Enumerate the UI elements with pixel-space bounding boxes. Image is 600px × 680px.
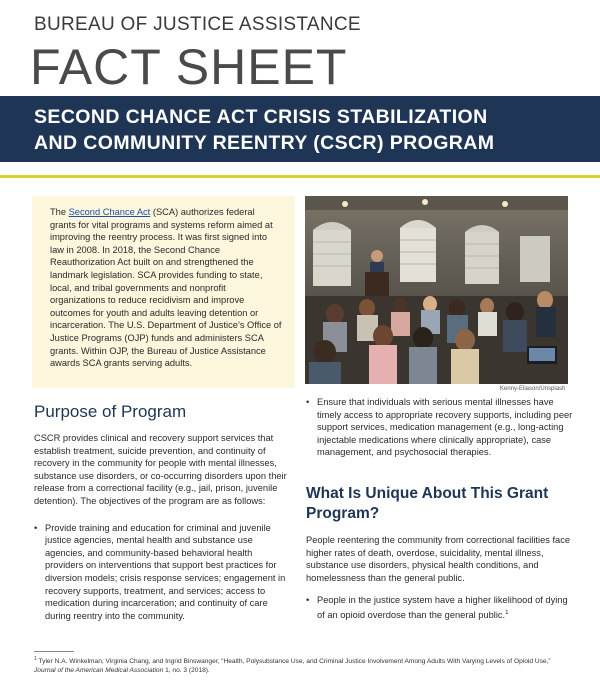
footnote-text-post: 1, no. 3 (2018).	[163, 667, 210, 675]
purpose-bullet-1: • Provide training and education for criminal and juvenile justice agencies, mental health and substance use agencies, and community-based behavioral health providers on interventions that support best practices for diversion models; crisis response services; engagement in recovery supports, treatment, and services; access to medication during incarceration; and continuity of care during reentry into the community.	[34, 522, 292, 623]
unique-column	[306, 534, 574, 622]
second-chance-act-link[interactable]: Second Chance Act	[68, 207, 151, 217]
doc-type-heading: FACT SHEET	[30, 39, 348, 95]
unique-heading: What Is Unique About This Grant Program?	[306, 485, 549, 522]
intro-callout	[32, 196, 295, 388]
footnote-journal: Journal of the American Medical Association	[34, 667, 164, 675]
meeting-photo	[305, 196, 568, 384]
purpose-column	[34, 432, 292, 622]
title-line-1: SECOND CHANCE ACT CRISIS STABILIZATION	[34, 106, 488, 128]
title-band	[0, 96, 600, 162]
photo-credit: Kenny-Eliason/Unsplash	[500, 386, 566, 392]
meeting-photo-illustration	[305, 196, 568, 384]
footnote-text-pre: Tyler N.A. Winkelman, Virginia Chang, and Ingrid Binswanger, “Health, Polysubstance Use, and Criminal Justice Involvement Among Adults With Varying Levels of Opioid Use,”	[36, 658, 551, 666]
footnote-marker: 1	[34, 656, 37, 662]
title-line-2: AND COMMUNITY REENTRY (CSCR) PROGRAM	[34, 132, 495, 154]
purpose-bullet-2: • Ensure that individuals with serious mental illnesses have timely access to appropriate recovery supports, including peer support services, medication management (e.g., long-acting injectable medications where clinically appropriate), case management, and psychosocial therapies.	[306, 396, 574, 459]
unique-body: People reentering the community from correctional facilities face higher rates of death, overdose, suicidality, mental illness, substance use disorders, physical health conditions, and homelessness than the general public.	[306, 535, 571, 583]
purpose-column-continued	[306, 396, 574, 459]
footnote-reference: 1	[505, 609, 509, 616]
unique-bullet-1-text: People in the justice system have a higher likelihood of dying of an opioid overdose than the general public.	[317, 595, 568, 621]
divider-rule	[0, 175, 600, 178]
intro-text-pre: The	[50, 207, 69, 217]
unique-bullet-1	[306, 594, 574, 621]
footnote-rule	[34, 651, 74, 652]
footnote	[34, 655, 574, 675]
agency-name: BUREAU OF JUSTICE ASSISTANCE	[34, 14, 361, 35]
intro-text-post: (SCA) authorizes federal grants for vital programs and systems reform aimed at improving the reentry process. It was first signed into law in 2008. In 2018, the Second Chance Reauthorization Act built on and strengthened the landmark legislation. SCA provides funding to state, local, and tribal governments and nonprofit organizations to reduce recidivism and improve outcomes for youth and adults leaving detention or incarceration. The U.S. Department of Justice’s Office of Justice Programs (OJP) funds and administers SCA grants. Within OJP, the Bureau of Justice Assistance awards SCA grants serving adults.	[50, 207, 282, 369]
purpose-heading: Purpose of Program	[34, 402, 187, 421]
purpose-body: CSCR provides clinical and recovery support services that establish treatment, suicide prevention, and continuity of recovery in the community for people with mental illnesses, substance use disorders, or co-occurring disorders upon their release from a correctional facility (e.g., jail, prison, juvenile detention). The objectives of the program are as follows:	[34, 433, 287, 506]
